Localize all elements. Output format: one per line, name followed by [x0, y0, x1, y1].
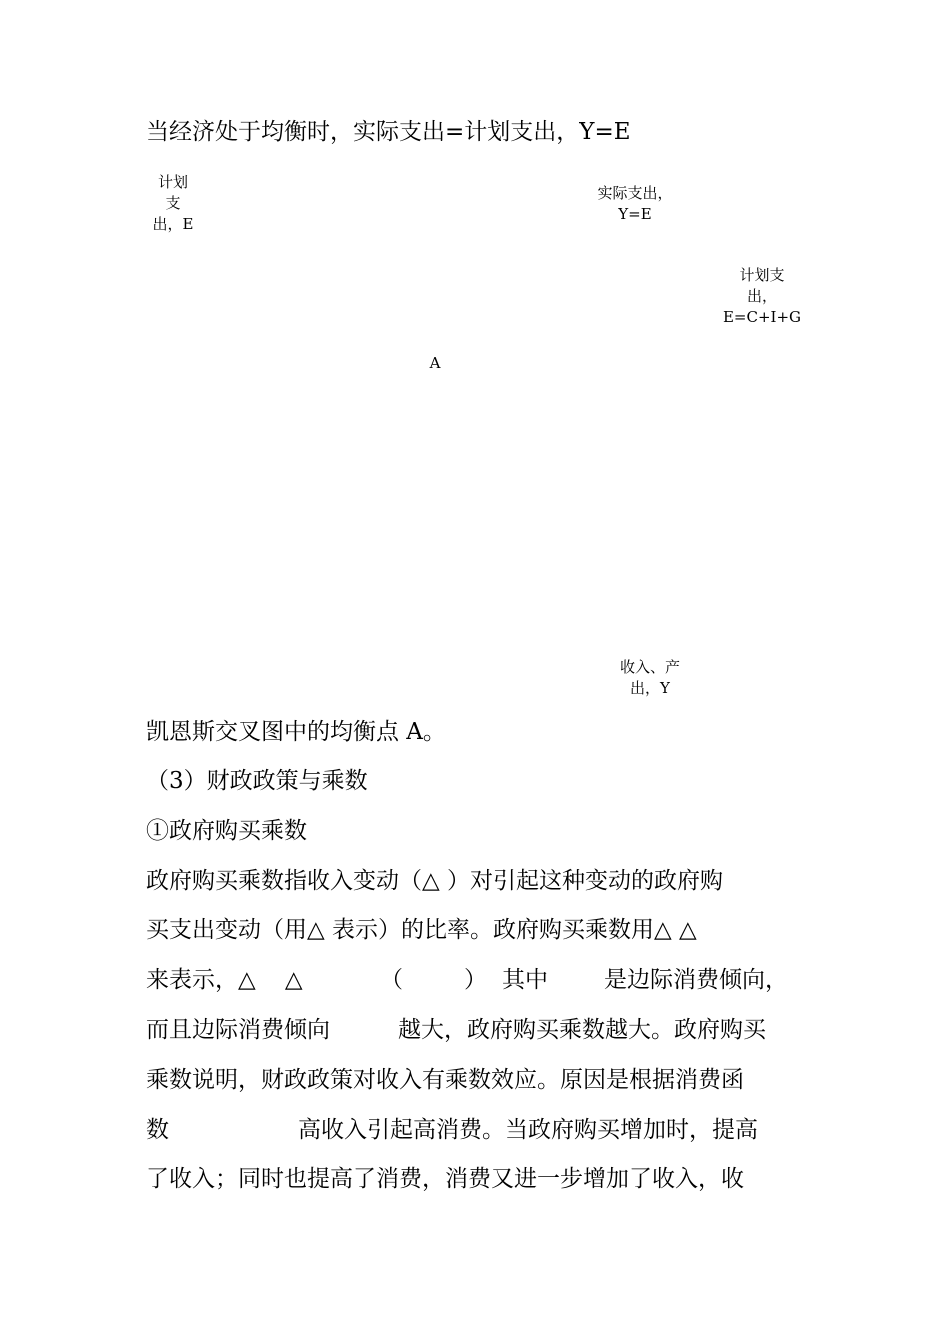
line3-fragment-a: 来表示，△ △: [146, 967, 303, 993]
paragraph-line-2: 买支出变动（用△ 表示）的比率。政府购买乘数用△ △: [146, 917, 697, 943]
line3-fragment-mpc: 是边际消费倾向，: [604, 967, 788, 993]
line4-fragment-b: 越大，政府购买乘数越大。政府购买: [398, 1017, 766, 1043]
diagram-caption: 凯恩斯交叉图中的均衡点 A。: [146, 719, 446, 745]
paragraph-line-7: 了收入；同时也提高了消费，消费又进一步增加了收入，收: [146, 1166, 744, 1192]
paragraph-line-5: 乘数说明，财政政策对收入有乘数效应。原因是根据消费函: [146, 1067, 744, 1093]
line6-fragment-b: 高收入引起高消费。当政府购买增加时，提高: [298, 1117, 758, 1143]
y-axis-label: 计划 支 出，E: [152, 173, 194, 233]
paragraph-line-3: [146, 966, 816, 994]
line3-close-paren: ）: [464, 967, 487, 993]
intro-line: 当经济处于均衡时，实际支出=计划支出，Y=E: [146, 119, 631, 145]
line3-open-paren: （: [380, 967, 403, 993]
section-heading: （3）财政政策与乘数: [146, 768, 368, 794]
line4-fragment-a: 而且边际消费倾向: [146, 1017, 330, 1043]
actual-spending-line-label: 实际支出， Y=E: [597, 184, 673, 223]
x-axis-label: 收入、产 出，Y: [619, 658, 680, 697]
subsection-heading: ①政府购买乘数: [146, 818, 307, 844]
planned-spending-line-label: 计划支 出， E=C+I+G: [722, 266, 802, 326]
paragraph-line-6: [146, 1116, 816, 1144]
line3-fragment-qizhong: 其中: [502, 967, 548, 993]
equilibrium-point-label: A: [429, 354, 441, 372]
line6-fragment-a: 数: [146, 1117, 169, 1143]
paragraph-line-4: [146, 1016, 816, 1044]
paragraph-line-1: 政府购买乘数指收入变动（△ ）对引起这种变动的政府购: [146, 868, 723, 894]
